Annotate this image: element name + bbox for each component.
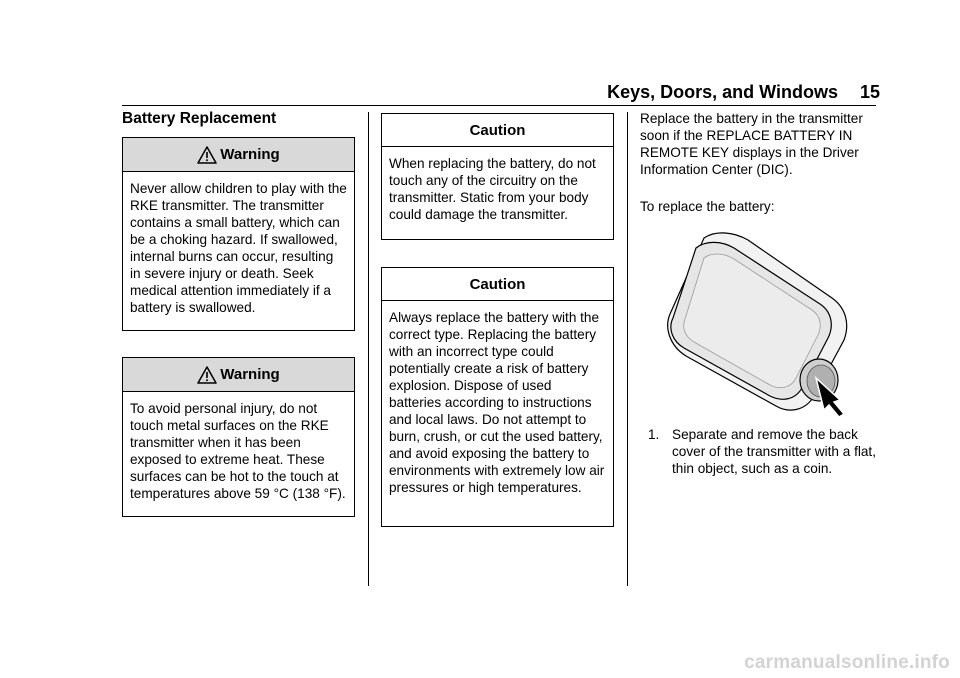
- caution-body-2: Always replace the battery with the correct type. Replacing the battery with an incorrect type could potentially create a risk of battery explosion. Dispose of used batteries according to instructions and local laws. Do not attempt to burn, crush, or cut the used battery, and avoid exposing the battery to environments with extremely low air pressures or high temperatures.: [389, 310, 605, 495]
- paragraph-to-replace: To replace the battery:: [640, 199, 775, 214]
- warning-heading-2: [123, 358, 354, 392]
- warning-triangle-icon: [197, 146, 217, 164]
- caution-heading-1: Caution: [382, 114, 613, 147]
- step-1: [648, 426, 878, 477]
- caution-box-2: [381, 267, 614, 527]
- warning-heading-text-2: Warning: [220, 366, 280, 383]
- warning-heading-1: [123, 138, 354, 172]
- column-divider-1: [368, 112, 369, 586]
- caution-heading-2: Caution: [382, 268, 613, 301]
- warning-box-2: [122, 357, 355, 517]
- step-1-text: Separate and remove the back cover of the transmitter with a flat, thin object, such as a coin.: [672, 427, 876, 476]
- warning-triangle-icon: [197, 366, 217, 384]
- caution-box-1: [381, 113, 614, 240]
- paragraph-replace-battery: Replace the battery in the transmitter soon if the REPLACE BATTERY IN REMOTE KEY displays in the Driver Information Center (DIC).: [640, 111, 863, 177]
- step-1-number: 1.: [648, 427, 660, 442]
- page-header: [600, 82, 880, 103]
- section-title: Battery Replacement: [122, 110, 277, 127]
- warning-heading-text-1: Warning: [220, 146, 280, 163]
- section-name: Keys, Doors, and Windows: [607, 82, 838, 102]
- column-divider-2: [627, 112, 628, 586]
- watermark: carmanualsonline.info: [744, 652, 950, 673]
- warning-body-2: To avoid personal injury, do not touch metal surfaces on the RKE transmitter when it has been exposed to extreme heat. These surfaces can be hot to the touch at temperatures above 59 °C (138 °F).: [130, 401, 346, 501]
- warning-body-1: Never allow children to play with the RKE transmitter. The transmitter contains a small battery, which can be a choking hazard. If swallowed, internal burns can occur, resulting in severe injury or death. Seek medical attention immediately if a battery is swallowed.: [130, 181, 347, 315]
- caution-body-1: When replacing the battery, do not touch any of the circuitry on the transmitter. Static from your body could damage the transmitter.: [389, 156, 596, 222]
- key-fob-illustration: [656, 228, 852, 418]
- page-number: 15: [859, 82, 880, 102]
- warning-box-1: [122, 137, 355, 331]
- header-rule: [122, 105, 876, 106]
